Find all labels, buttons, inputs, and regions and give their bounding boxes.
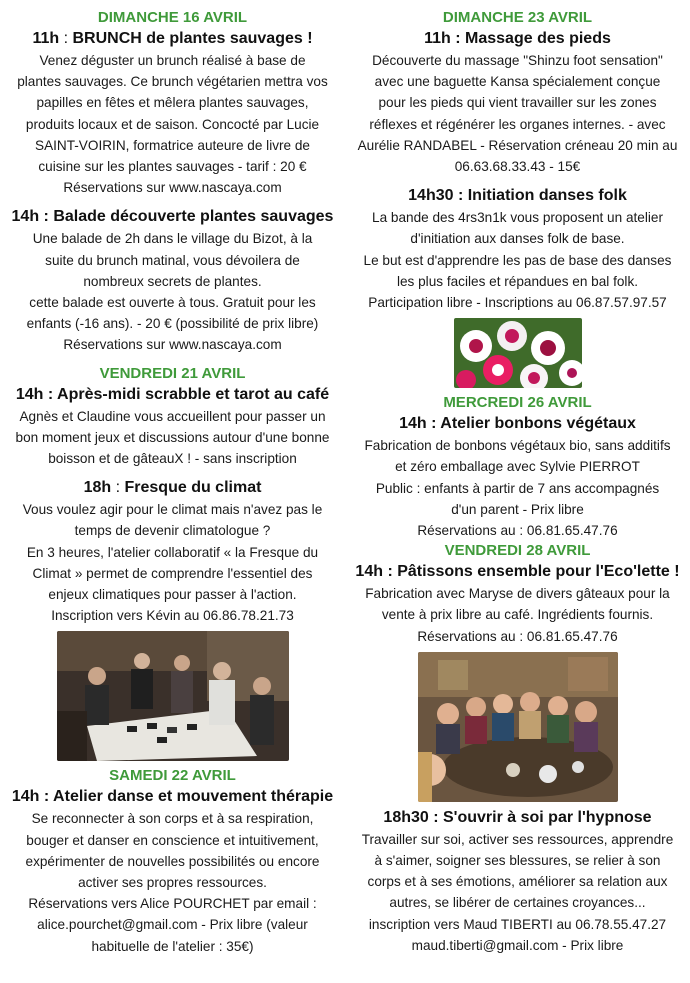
event-title: 11h : BRUNCH de plantes sauvages !: [32, 30, 313, 47]
climate-workshop-photo: [57, 631, 289, 761]
event-description: Vous voulez agir pour le climat mais n'avez pas le temps de devenir climatologue ? En 3 heures, l'atelier collaboratif « la Fresque du Climat » permet de comprendre l'essentiel des enjeux climatiques pour passer à l'action. Inscription vers Kévin au 06.86.78.21.73: [22, 502, 323, 624]
event-description: Fabrication de bonbons végétaux bio, sans additifs et zéro emballage avec Sylvie PIERROT Public : enfants à partir de 7 ans accompagnés d'un parent - Prix libre Réservations au : 06.81.65.47.76: [364, 438, 671, 539]
event-title: 18h : Fresque du climat: [83, 479, 262, 497]
day-heading: DIMANCHE 16 AVRIL: [97, 9, 248, 26]
right-column: [345, 0, 690, 956]
event-description: Venez déguster un brunch réalisé à base de plantes sauvages. Ce brunch végétarien mettra vos papilles en fêtes et mêlera plantes sauvages, produits locaux et de saison. Concocté par Lucie SAINT-VOIRIN, formatrice auteure de livre de cuisine sur les plantes sauvages - tarif : 20 € Réservations sur www.nascaya.com: [17, 53, 328, 196]
day-heading: VENDREDI 28 AVRIL: [444, 542, 591, 560]
event-title: 14h : Balade découverte plantes sauvages: [11, 208, 334, 226]
event-description: Agnès et Claudine vous accueillent pour passer un bon moment jeux et discussions autour d'une bonne boisson et de gâteauX ! - sans inscription: [15, 408, 330, 467]
flower-photo: [454, 318, 582, 388]
event-description: La bande des 4rs3n1k vous proposent un atelier d'initiation aux danses folk de base. Le but est d'apprendre les pas de base des danses les plus faciles et répandues en bal folk. Participation libre - Inscriptions au 06.87.57.97.57: [363, 210, 672, 311]
day-heading: MERCREDI 26 AVRIL: [443, 394, 592, 412]
event-description: Découverte du massage "Shinzu foot sensation" avec une baguette Kansa spécialement conçue pour les pieds qui vient travailler sur les zones réflexes et régénérer les organes internes. - avec Aurélie RANDABEL - Réservation créneau 20 min au 06.63.68.33.43 - 15€: [357, 53, 678, 175]
event-description: Fabrication avec Maryse de divers gâteaux pour la vente à prix libre au café. Ingrédients fournis. Réservations au : 06.81.65.47.76: [365, 586, 670, 644]
event-title: 14h : Atelier bonbons végétaux: [399, 415, 636, 433]
event-title: 14h : Après-midi scrabble et tarot au café: [15, 385, 330, 403]
day-heading: DIMANCHE 23 AVRIL: [442, 9, 593, 26]
day-heading: VENDREDI 21 AVRIL: [99, 364, 246, 382]
event-description: Une balade de 2h dans le village du Bizot, à la suite du brunch matinal, vous dévoilera de nombreux secrets de plantes. cette balade est ouverte à tous. Gratuit pour les enfants (-16 ans). - 20 € (possibilité de prix libre) Réservations sur www.nascaya.com: [26, 231, 319, 353]
event-title: 14h : Pâtissons ensemble pour l'Eco'lette !: [355, 563, 680, 581]
day-heading: SAMEDI 22 AVRIL: [109, 767, 236, 785]
event-description: Travailler sur soi, activer ses ressources, apprendre à s'aimer, soigner ses blessures, se relier à son corps et à ses émotions, améliorer sa relation aux autres, se libérer de certaines croyances... inscription vers Maud TIBERTI au 06.78.55.47.27 maud.tiberti@gmail.com - Prix libre: [361, 831, 674, 953]
event-title: 18h30 : S'ouvrir à soi par l'hypnose: [383, 808, 652, 826]
group-photo: [418, 652, 618, 802]
event-title: 14h : Atelier danse et mouvement thérapie: [11, 788, 334, 806]
left-column: [0, 0, 345, 957]
event-title: 11h : Massage des pieds: [424, 30, 611, 47]
event-title: 14h30 : Initiation danses folk: [408, 187, 627, 205]
event-description: Se reconnecter à son corps et à sa respiration, bouger et danser en conscience et intuitivement, expérimenter de nouvelles possibilités ou encore activer ses propres ressources. Réservations vers Alice POURCHET par email : alice.pourchet@gmail.com - Prix libre (valeur habituelle de l'atelier : 35€): [25, 811, 320, 954]
